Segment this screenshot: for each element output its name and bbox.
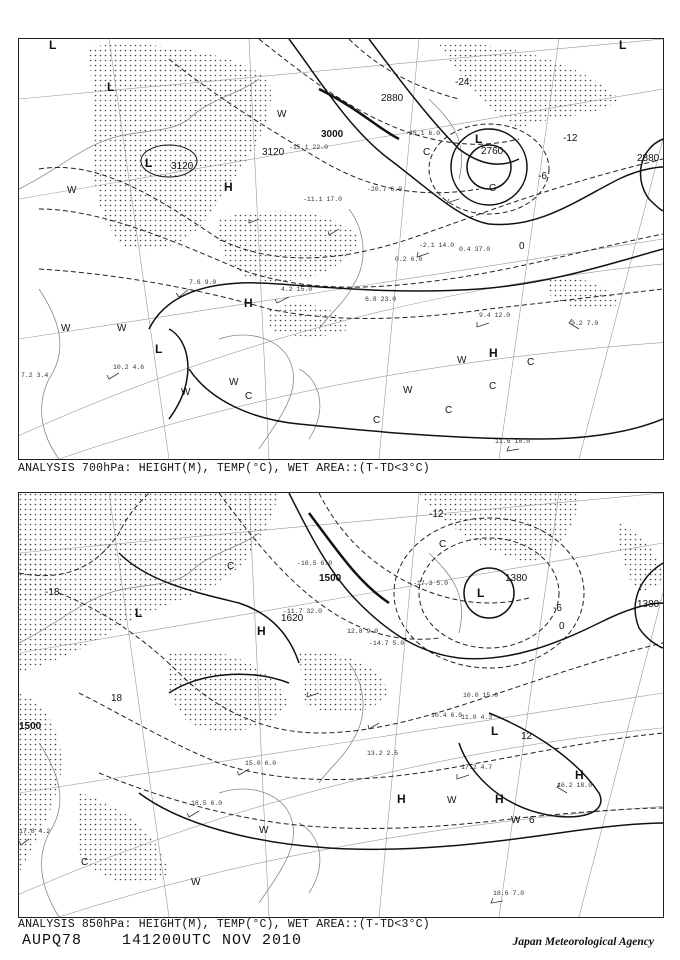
warm-marker: C: [527, 357, 535, 368]
cold-marker: C: [439, 539, 447, 550]
cold-marker: C: [489, 381, 497, 392]
station-obs: 6.8 23.0: [365, 296, 397, 303]
station-obs: 10.0 15.0: [463, 692, 499, 699]
high-pressure-marker: H: [489, 346, 498, 360]
cold-marker: C: [227, 561, 235, 572]
cold-marker: C: [423, 147, 431, 158]
warm-marker: W: [259, 825, 269, 836]
cold-marker: C: [489, 183, 497, 194]
wet-area-stipple: [19, 493, 663, 883]
warm-marker: W: [117, 323, 127, 334]
station-obs: 9.4 12.0: [479, 312, 511, 319]
cold-marker: C: [373, 415, 381, 426]
station-obs: 13.2 2.5: [367, 750, 399, 757]
temp-label: 12: [521, 731, 533, 742]
low-pressure-marker: L: [107, 80, 115, 94]
low-pressure-marker: L: [135, 606, 143, 620]
temp-label: -24: [455, 77, 470, 88]
station-obs: -10.5 6.0: [297, 560, 333, 567]
station-obs: 18.5 6.0: [191, 800, 223, 807]
height-label: 2880: [637, 153, 660, 164]
station-obs: 7.6 9.0: [189, 279, 217, 286]
height-label: 1380: [637, 599, 660, 610]
high-pressure-marker: H: [397, 792, 406, 806]
station-obs: 7.2 3.4: [21, 372, 49, 379]
temp-label: 6: [529, 815, 535, 826]
station-obs: 4.2 15.0: [281, 286, 313, 293]
warm-marker: W: [457, 355, 467, 366]
warm-marker: W: [67, 185, 77, 196]
temp-label: -12: [429, 509, 444, 520]
station-obs: -14.7 5.0: [369, 640, 405, 647]
height-label: 1500: [319, 573, 342, 584]
height-label: 3000: [321, 129, 344, 140]
top-map-panel: [18, 38, 664, 460]
low-pressure-marker: L: [49, 39, 57, 52]
bottom-map-svg: [19, 493, 663, 917]
agency-credit: Japan Meteorological Agency: [512, 936, 654, 948]
warm-marker: W: [61, 323, 71, 334]
bottom-panel-caption: ANALYSIS 850hPa: HEIGHT(M), TEMP(°C), WET AREA::(T-TD<3°C): [18, 918, 430, 931]
low-pressure-marker: L: [155, 342, 163, 356]
product-code-line: [22, 932, 302, 949]
station-obs: 18.6 7.0: [493, 890, 525, 897]
high-pressure-marker: H: [224, 180, 233, 194]
temp-label: 0: [559, 621, 565, 632]
bottom-map-panel: [18, 492, 664, 918]
height-label: 3120: [262, 147, 285, 158]
analysis-timestamp: 141200UTC NOV 2010: [122, 932, 303, 949]
warm-marker: W: [191, 877, 201, 888]
product-code: AUPQ78: [22, 932, 83, 949]
station-obs: -11.7 32.0: [283, 608, 323, 615]
height-label: 2880: [381, 93, 404, 104]
station-obs: 15.0 6.0: [245, 760, 277, 767]
low-pressure-marker: L: [619, 39, 627, 52]
warm-marker: W: [447, 795, 457, 806]
top-panel-caption: ANALYSIS 700hPa: HEIGHT(M), TEMP(°C), WET AREA::(T-TD<3°C): [18, 462, 430, 475]
height-label: 3120: [171, 161, 194, 172]
station-obs: -25.1 6.0: [405, 130, 441, 137]
warm-marker: W: [511, 815, 521, 826]
height-label: 1620: [281, 613, 304, 624]
height-label: 2760: [481, 146, 504, 157]
cold-marker: C: [445, 405, 453, 416]
temp-label: -18: [45, 587, 60, 598]
station-obs: 11.6 18.0: [495, 438, 531, 445]
station-obs: -11.1 17.0: [303, 196, 343, 203]
station-obs: -15.1 22.0: [289, 144, 329, 151]
low-pressure-marker: L: [477, 586, 485, 600]
station-obs: -20.7 6.0: [367, 186, 403, 193]
height-label: 1380: [505, 573, 528, 584]
warm-marker: W: [229, 377, 239, 388]
station-obs: 0.2 6.0: [395, 256, 423, 263]
station-obs: 17.8 4.2: [19, 828, 51, 835]
low-pressure-marker: L: [145, 156, 153, 170]
cold-marker: C: [245, 391, 253, 402]
wet-area-stipple: [89, 43, 619, 336]
low-pressure-marker: L: [491, 724, 499, 738]
station-obs: -17.3 5.0: [413, 580, 449, 587]
trough-line: [309, 513, 389, 603]
station-obs: 16.2 18.0: [557, 782, 593, 789]
low-pressure-marker: L: [475, 132, 483, 146]
high-pressure-marker: H: [244, 296, 253, 310]
station-obs: 0.4 37.0: [459, 246, 491, 253]
temp-label: -12: [563, 133, 578, 144]
warm-marker: W: [277, 109, 287, 120]
temp-label: 18: [111, 693, 123, 704]
station-obs: 12.8 9.0: [347, 628, 379, 635]
station-obs: -2.1 14.0: [419, 242, 455, 249]
temp-label: 0: [519, 241, 525, 252]
station-obs: 17.2 4.7: [461, 764, 493, 771]
top-map-svg: [19, 39, 663, 459]
warm-marker: W: [181, 387, 191, 398]
station-obs: 10.2 4.6: [113, 364, 145, 371]
temp-label: -6: [553, 603, 562, 614]
station-obs: 10.4 6.0: [431, 712, 463, 719]
high-pressure-marker: H: [257, 624, 266, 638]
warm-marker: W: [403, 385, 413, 396]
station-obs: 11.0 4.3: [461, 714, 493, 721]
temp-label: -6: [538, 171, 547, 182]
height-label: 1500: [19, 721, 42, 732]
high-pressure-marker: H: [575, 768, 584, 782]
station-obs: 9.2 7.0: [571, 320, 599, 327]
cold-marker: C: [81, 857, 89, 868]
high-pressure-marker: H: [495, 792, 504, 806]
